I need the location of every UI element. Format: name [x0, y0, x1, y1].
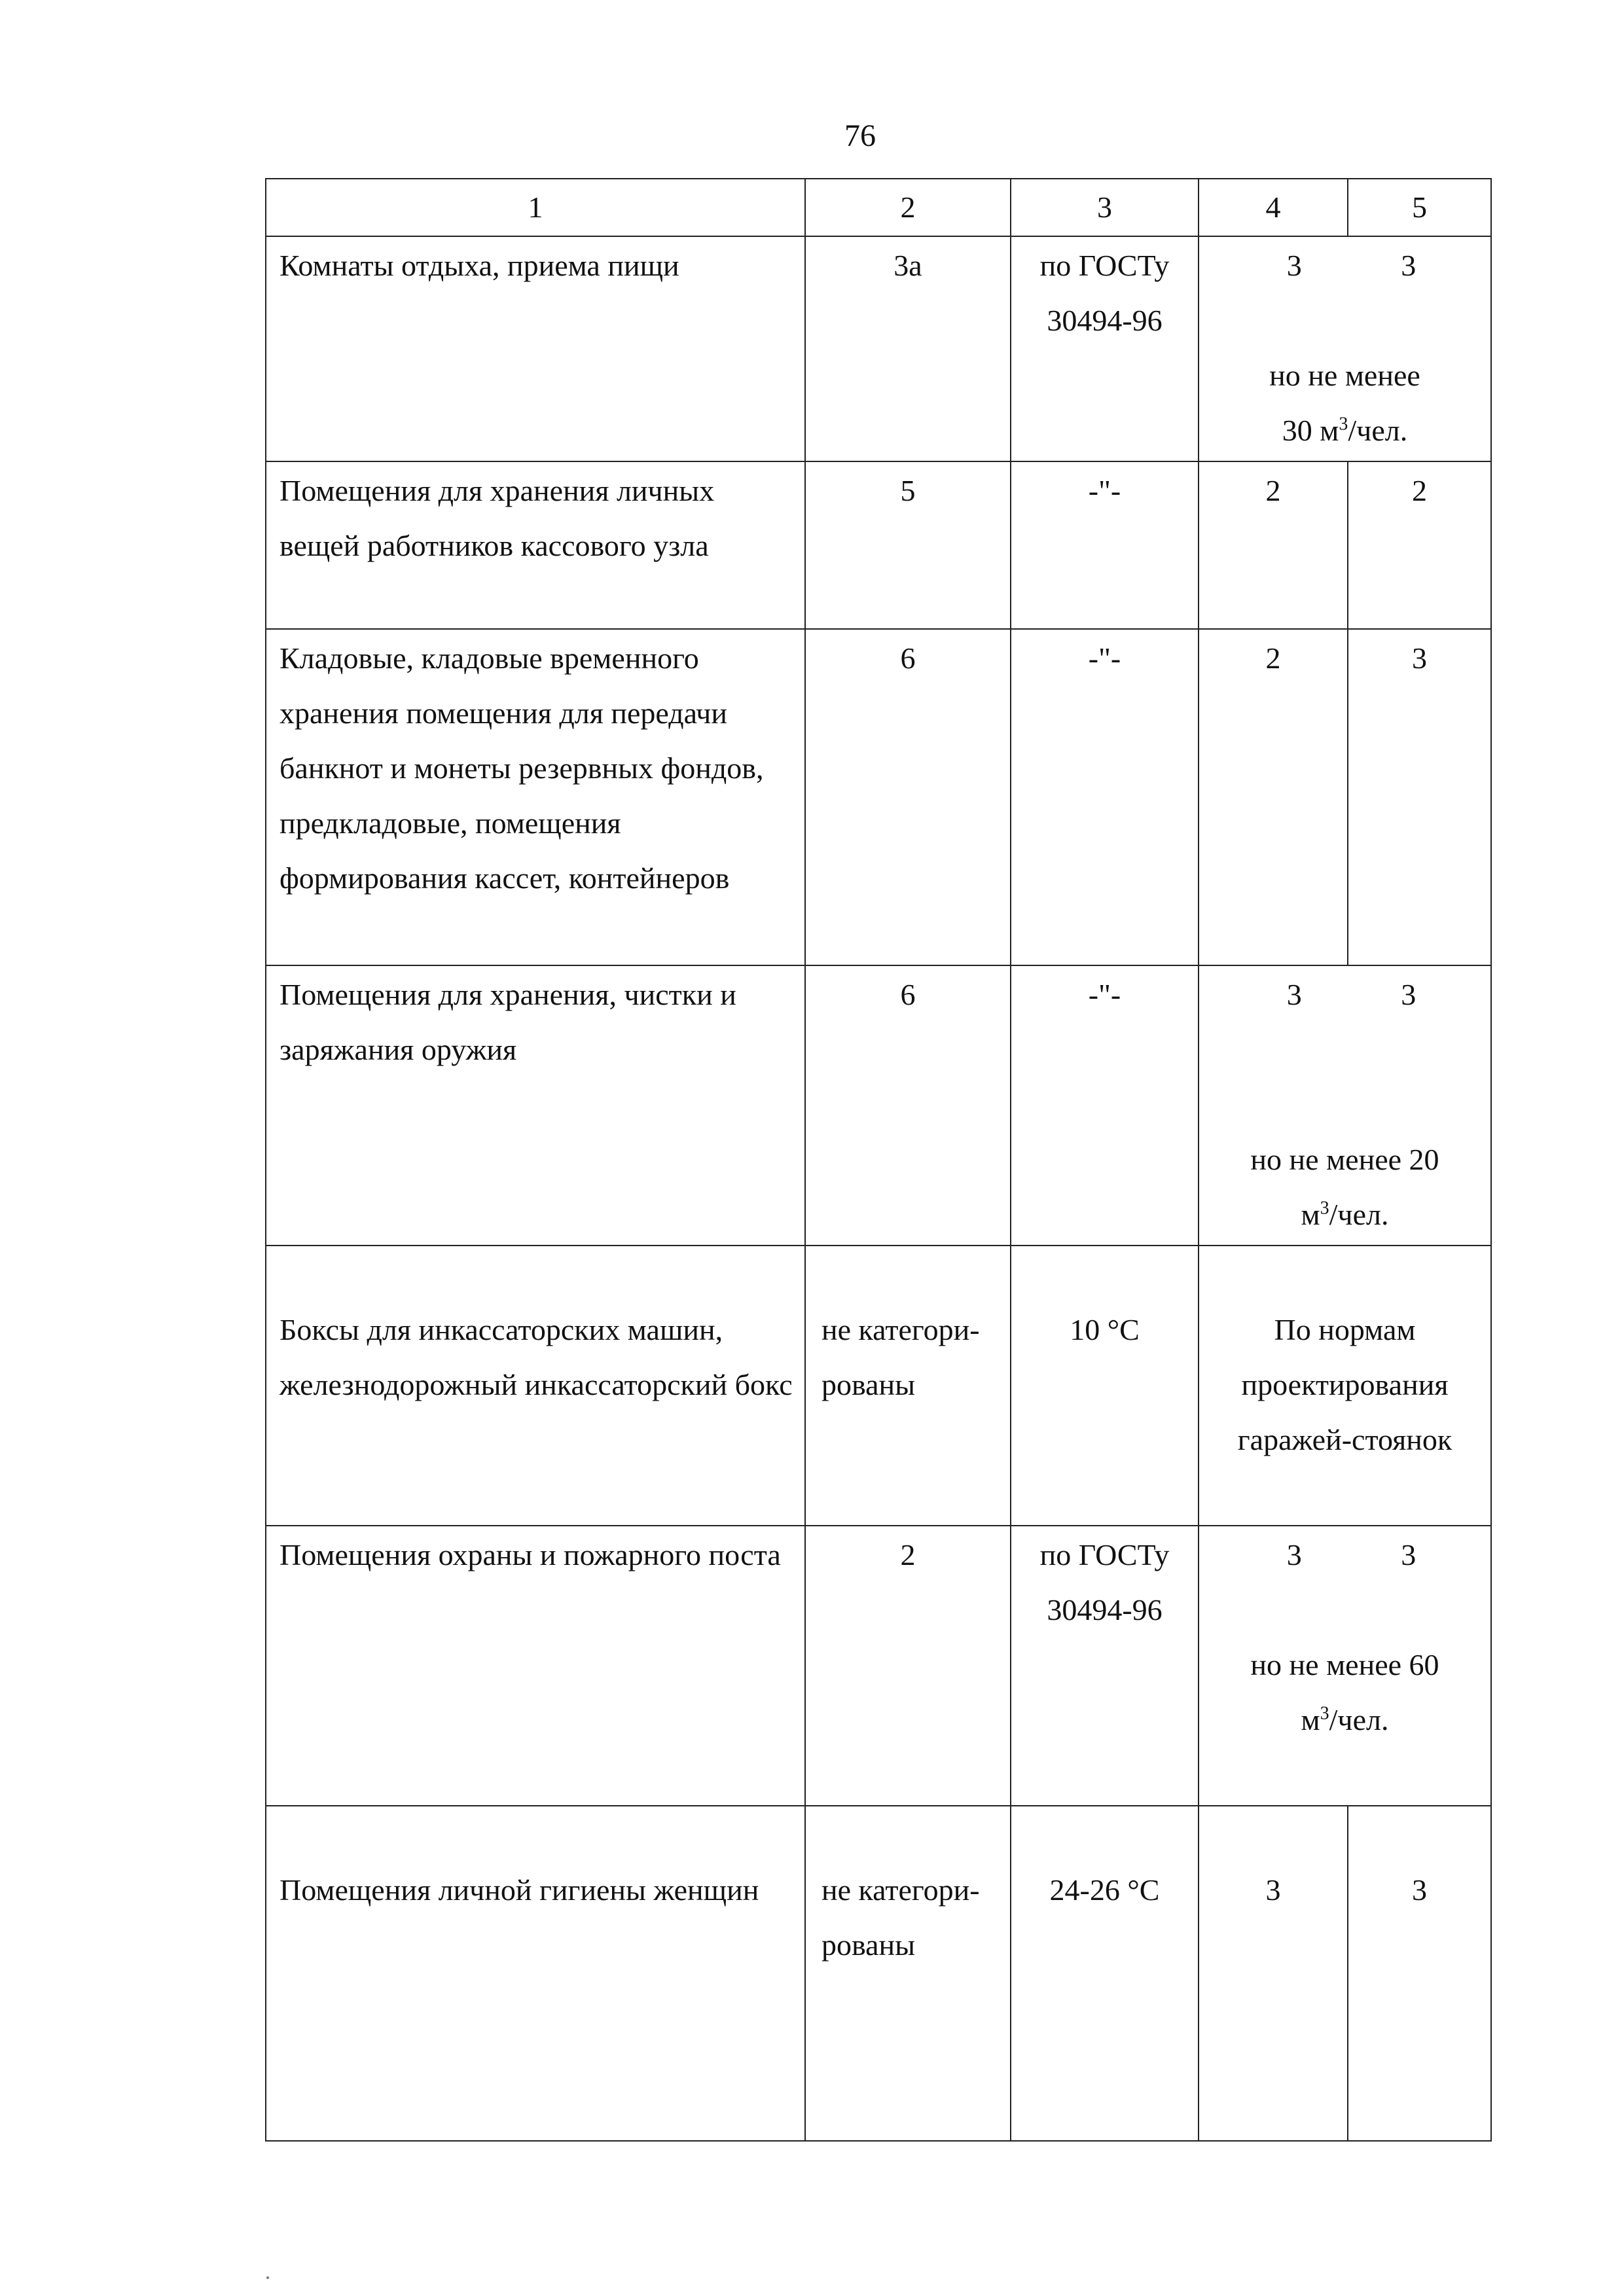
category-cell: 2 — [805, 1526, 1011, 1806]
air-exchange-cell — [1199, 1526, 1491, 1806]
inflow-value: 3 — [1286, 978, 1302, 1011]
temperature-cell: 10 °С — [1011, 1246, 1199, 1526]
scan-dot — [266, 2276, 269, 2279]
table-row — [266, 965, 1491, 1246]
room-name: Боксы для инкассаторских машин, железнодорожный инкассаторский бокс — [266, 1246, 805, 1526]
room-name: Кладовые, кладовые временного хранения помещения для передачи банкнот и монеты резервных фондов, предкладовые, помещения формирования кассет, контейнеров — [266, 629, 805, 965]
category-cell: не категори-рованы — [805, 1806, 1011, 2141]
note-lead: но не менее 60 — [1250, 1648, 1439, 1681]
column-number-4: 4 — [1199, 179, 1348, 236]
outflow-value: 3 — [1401, 978, 1416, 1011]
category-cell: 5 — [805, 461, 1011, 629]
column-number-3: 3 — [1011, 179, 1199, 236]
room-name: Помещения охраны и пожарного поста — [266, 1526, 805, 1806]
outflow-value: 3 — [1401, 1538, 1416, 1571]
note-volume: $м^3$/чел. — [1301, 1198, 1389, 1231]
table-row — [266, 629, 1491, 965]
category-cell: 6 — [805, 629, 1011, 965]
inflow-value: 3 — [1286, 249, 1302, 282]
temperature-cell: -"- — [1011, 461, 1199, 629]
outflow-value: 2 — [1348, 461, 1491, 629]
table-row — [266, 1526, 1491, 1806]
outflow-value: 3 — [1348, 629, 1491, 965]
room-name: Комнаты отдыха, приема пищи — [266, 236, 805, 461]
room-name: Помещения личной гигиены женщин — [266, 1806, 805, 2141]
room-name: Помещения для хранения, чистки и заряжания оружия — [266, 965, 805, 1246]
inflow-value: 3 — [1199, 1806, 1348, 2141]
temperature-cell: 24-26 °С — [1011, 1806, 1199, 2141]
page-number: 76 — [844, 118, 876, 153]
table-row — [266, 461, 1491, 629]
category-cell: 6 — [805, 965, 1011, 1246]
table-header-row — [266, 179, 1491, 236]
outflow-value: 3 — [1401, 249, 1416, 282]
room-name: Помещения для хранения личных вещей работников кассового узла — [266, 461, 805, 629]
temperature-cell: -"- — [1011, 965, 1199, 1246]
outflow-value: 3 — [1348, 1806, 1491, 2141]
note-lead: но не менее 20 — [1250, 1143, 1439, 1176]
note-volume: $м^3$/чел. — [1301, 1703, 1389, 1736]
table-row — [266, 236, 1491, 461]
category-cell: 3а — [805, 236, 1011, 461]
air-exchange-cell — [1199, 236, 1491, 461]
column-number-2: 2 — [805, 179, 1011, 236]
table-row — [266, 1806, 1491, 2141]
temperature-cell: по ГОСТу 30494-96 — [1011, 236, 1199, 461]
note-volume: 30 $м^3$/чел. — [1282, 414, 1408, 447]
table-row — [266, 1246, 1491, 1526]
temperature-cell: -"- — [1011, 629, 1199, 965]
column-number-5: 5 — [1348, 179, 1491, 236]
inflow-value: 3 — [1286, 1538, 1302, 1571]
temperature-cell: по ГОСТу 30494-96 — [1011, 1526, 1199, 1806]
air-exchange-cell — [1199, 965, 1491, 1246]
note-lead: но не менее — [1269, 359, 1420, 392]
requirements-table — [265, 178, 1492, 2142]
inflow-value: 2 — [1199, 461, 1348, 629]
air-exchange-cell — [1199, 1246, 1491, 1526]
column-number-1: 1 — [266, 179, 805, 236]
inflow-value: 2 — [1199, 629, 1348, 965]
norms-text: По нормам проектирования гаражей-стоянок — [1237, 1313, 1453, 1456]
category-cell: не категори-рованы — [805, 1246, 1011, 1526]
